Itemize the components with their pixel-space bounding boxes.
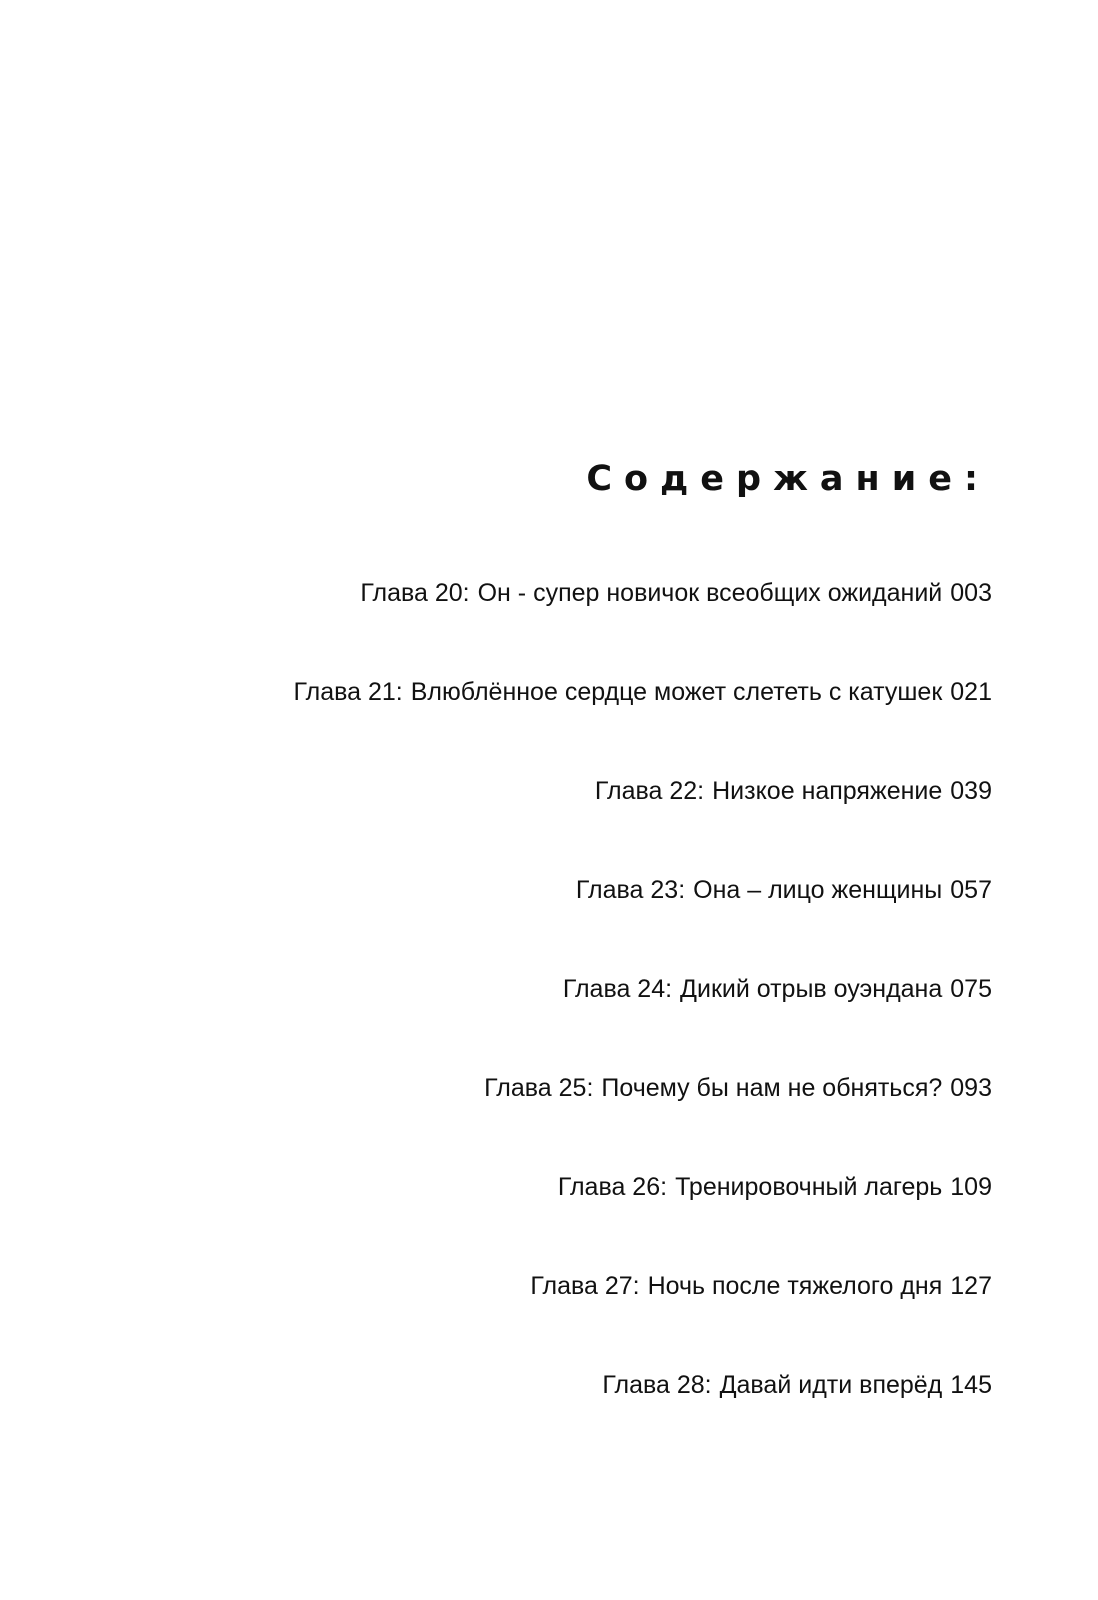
toc-entry bbox=[294, 578, 992, 677]
chapter-number: Глава 24: bbox=[562, 975, 673, 1003]
chapter-title: Ночь после тяжелого дня bbox=[647, 1272, 943, 1300]
chapter-number: Глава 22: bbox=[594, 777, 705, 805]
chapter-number: Глава 20: bbox=[360, 579, 470, 607]
chapter-number: Глава 27: bbox=[530, 1272, 640, 1300]
toc-entry bbox=[294, 1073, 992, 1172]
toc-list bbox=[294, 578, 992, 1469]
page-number: 039 bbox=[950, 777, 992, 805]
toc-entry bbox=[294, 875, 992, 974]
chapter-title: Низкое напряжение bbox=[712, 777, 943, 805]
page-number: 093 bbox=[950, 1074, 992, 1102]
chapter-number: Глава 23: bbox=[575, 876, 686, 904]
chapter-number: Глава 26: bbox=[557, 1173, 668, 1201]
toc-entry bbox=[294, 974, 992, 1073]
chapter-title: Она – лицо женщины bbox=[693, 876, 943, 904]
chapter-number: Глава 25: bbox=[484, 1074, 594, 1102]
toc-entry bbox=[294, 677, 992, 776]
chapter-title: Влюблённое сердце может слететь с катушек bbox=[410, 678, 943, 706]
page-number: 057 bbox=[950, 876, 992, 904]
page-number: 075 bbox=[950, 975, 992, 1003]
chapter-title: Тренировочный лагерь bbox=[675, 1173, 943, 1201]
page-number: 109 bbox=[950, 1173, 992, 1201]
chapter-title: Почему бы нам не обняться? bbox=[601, 1074, 943, 1102]
toc-entry bbox=[294, 1172, 992, 1271]
page-number: 003 bbox=[950, 579, 992, 607]
toc-entry bbox=[294, 1271, 992, 1370]
toc-heading: Содержание: bbox=[586, 459, 990, 499]
toc-entry bbox=[294, 776, 992, 875]
chapter-title: Давай идти вперёд bbox=[719, 1371, 943, 1399]
page-number: 127 bbox=[950, 1272, 992, 1300]
chapter-title: Он - супер новичок всеобщих ожиданий bbox=[477, 579, 943, 607]
chapter-title: Дикий отрыв оуэндана bbox=[680, 975, 943, 1003]
chapter-number: Глава 28: bbox=[602, 1371, 712, 1399]
toc-entry bbox=[294, 1370, 992, 1469]
page-number: 145 bbox=[950, 1371, 992, 1399]
page-number: 021 bbox=[950, 678, 992, 706]
chapter-number: Глава 21: bbox=[293, 678, 403, 706]
